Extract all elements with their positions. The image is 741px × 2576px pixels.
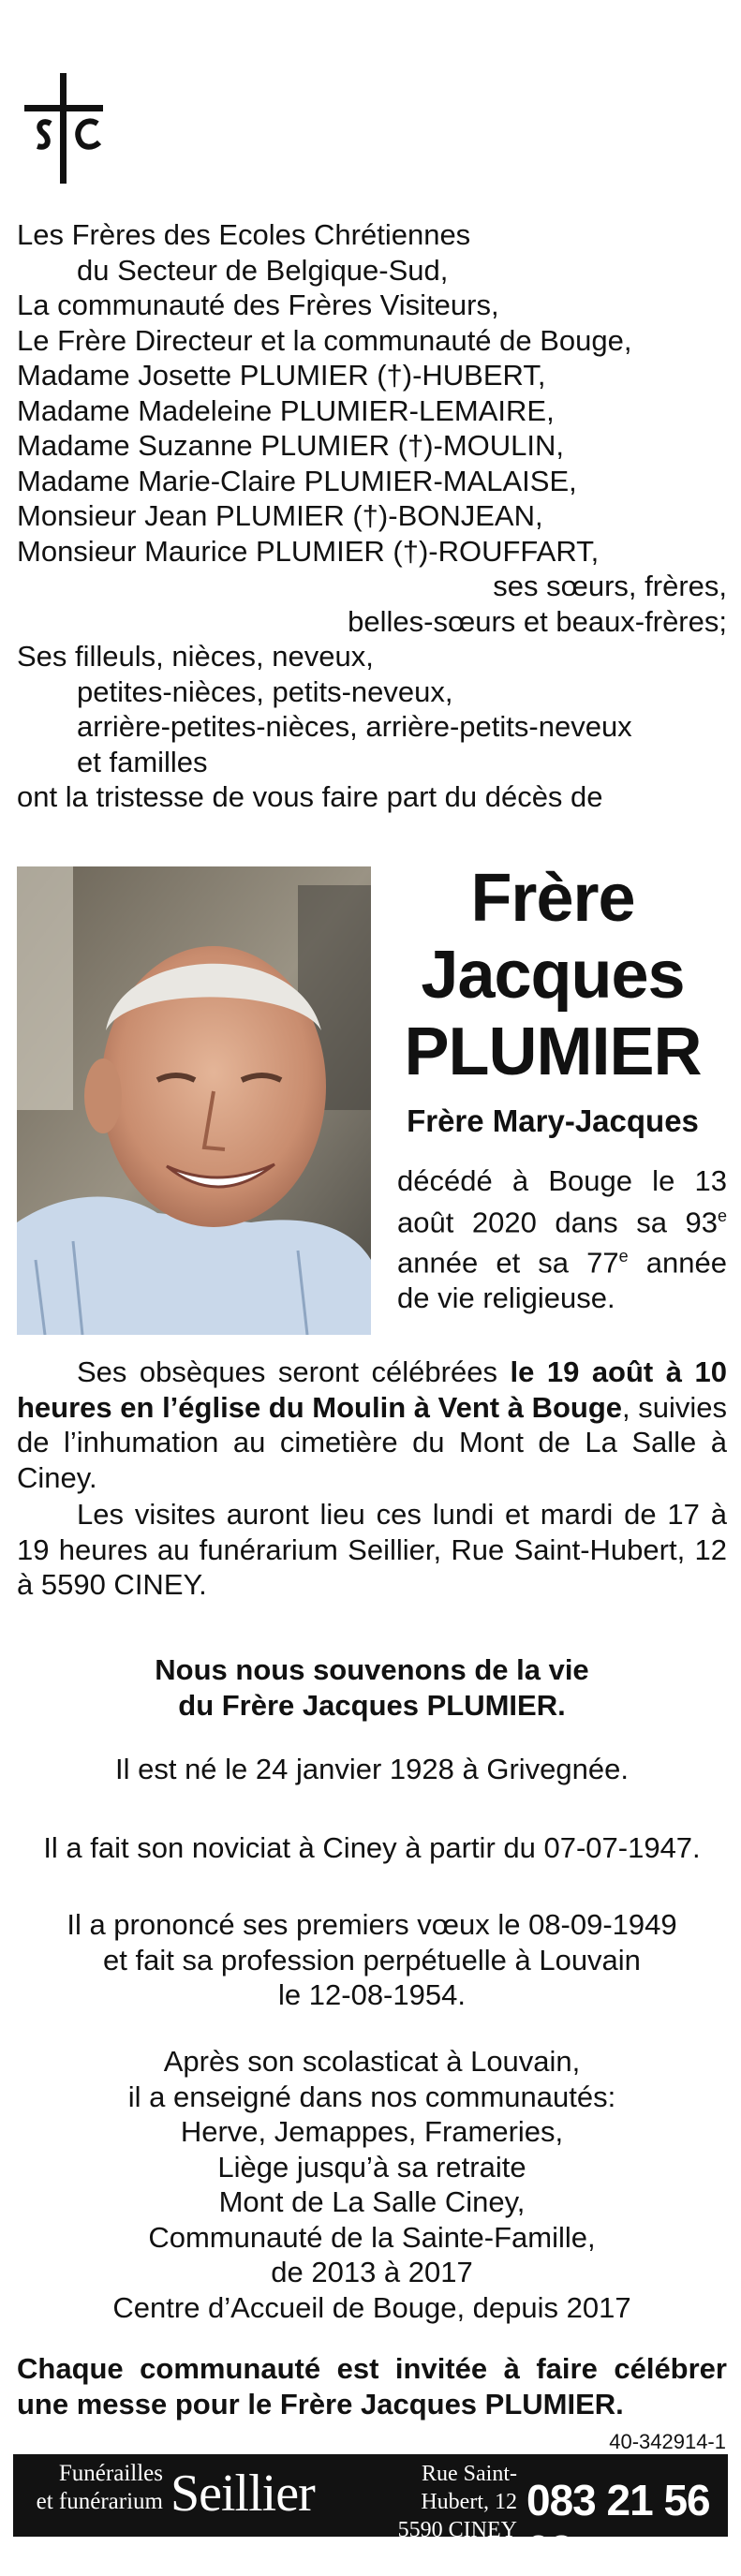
ordinal-suffix: e bbox=[717, 1206, 727, 1225]
intro-line: petites-nièces, petits-neveux, bbox=[77, 674, 453, 708]
career-line: Communauté de la Sainte-Famille, bbox=[148, 2220, 596, 2254]
address-line: Rue Saint-Hubert, 12 bbox=[421, 2462, 517, 2514]
name-line-2: Jacques bbox=[421, 938, 685, 1013]
funeral-home-address bbox=[358, 2460, 517, 2544]
intro-line: Les Frères des Ecoles Chrétiennes bbox=[17, 218, 471, 251]
name-line-1: Frère bbox=[470, 861, 635, 936]
intro-line: ses sœurs, frères, bbox=[493, 570, 727, 602]
intro-line: Madame Madeleine PLUMIER-LEMAIRE, bbox=[17, 393, 555, 427]
funeral-paragraph bbox=[17, 1355, 727, 1495]
career-line: de 2013 à 2017 bbox=[271, 2256, 473, 2288]
visits-paragraph: Les visites auront lieu ces lundi et mardi de 17 à 19 heures au funérarium Seillier, Rue Saint-Hubert, 12 à 5590 CINEY. bbox=[17, 1498, 727, 1601]
cross-logo-icon bbox=[17, 66, 111, 187]
intro-line: Madame Josette PLUMIER (†)-HUBERT, bbox=[17, 359, 546, 392]
ordinal-suffix: e bbox=[618, 1247, 629, 1266]
funeral-home-brand: Seillier bbox=[170, 2465, 315, 2523]
career-block bbox=[17, 2044, 727, 2325]
intro-line: La communauté des Frères Visiteurs, bbox=[17, 289, 499, 321]
born-line: Il est né le 24 janvier 1928 à Grivegnée. bbox=[114, 1753, 629, 1785]
novitiate-line: Il a fait son noviciat à Ciney à partir du 07-07-1947. bbox=[43, 1831, 701, 1864]
vows-line: le 12-08-1954. bbox=[278, 1978, 466, 2011]
career-line: Liège jusqu’à sa retraite bbox=[217, 2150, 526, 2184]
address-line: 5590 CINEY bbox=[397, 2518, 517, 2542]
memory-heading-line: du Frère Jacques PLUMIER. bbox=[178, 1688, 566, 1722]
funeral-highlight: le 19 août à 10 heures en l’église du Moulin à Vent à Bouge bbox=[17, 1355, 727, 1424]
intro-line: Monsieur Maurice PLUMIER (†)-ROUFFART, bbox=[17, 534, 600, 568]
religious-name: Frère Mary-Jacques bbox=[407, 1103, 699, 1138]
death-text: décédé à Bouge le 13 août 2020 dans sa 93 bbox=[397, 1164, 727, 1238]
intro-line: arrière-petites-nièces, arrière-petits-neveux bbox=[77, 710, 632, 743]
label-line: Funérailles bbox=[58, 2461, 163, 2486]
career-line: il a enseigné dans nos communautés: bbox=[127, 2080, 616, 2113]
intro-line: du Secteur de Belgique-Sud, bbox=[77, 253, 449, 287]
deceased-name bbox=[384, 860, 721, 1090]
intro-line: belles-sœurs et beaux-frères; bbox=[348, 604, 727, 638]
intro-line: Madame Marie-Claire PLUMIER-MALAISE, bbox=[17, 464, 577, 497]
intro-line: Monsieur Jean PLUMIER (†)-BONJEAN, bbox=[17, 499, 543, 532]
memory-heading-line: Nous nous souvenons de la vie bbox=[155, 1653, 589, 1686]
funeral-home-banner bbox=[13, 2454, 728, 2575]
intro-line: ont la tristesse de vous faire part du décès de bbox=[17, 780, 603, 813]
intro-line: Madame Suzanne PLUMIER (†)-MOULIN, bbox=[17, 429, 565, 462]
closing-paragraph: Chaque communauté est invitée à faire célébrer une messe pour le Frère Jacques PLUMIER. bbox=[17, 2352, 727, 2421]
reference-number: 40-342914-1 bbox=[609, 2430, 726, 2453]
intro-line: Ses filleuls, nièces, neveux, bbox=[17, 640, 374, 673]
death-notice bbox=[397, 1163, 727, 1316]
intro-line: et familles bbox=[77, 745, 208, 778]
funeral-home-phone: 083 21 56 02 bbox=[526, 2476, 710, 2575]
career-line: Mont de La Salle Ciney, bbox=[218, 2185, 526, 2218]
death-text: année de vie religieuse. bbox=[397, 1246, 727, 1315]
career-line: Après son scolasticat à Louvain, bbox=[163, 2045, 581, 2078]
vows-line: et fait sa profession perpétuelle à Louvain bbox=[103, 1943, 641, 1976]
career-line: Centre d’Accueil de Bouge, depuis 2017 bbox=[112, 2290, 631, 2324]
funeral-text: , suivies de l’inhumation au cimetière du Mont de La Salle à Ciney. bbox=[17, 1390, 728, 1494]
funeral-text: Ses obsèques seront célébrées bbox=[77, 1355, 511, 1388]
funeral-home-label bbox=[28, 2460, 163, 2516]
intro-line: Le Frère Directeur et la communauté de Bouge, bbox=[17, 323, 632, 357]
career-line: Herve, Jemappes, Frameries, bbox=[180, 2115, 564, 2148]
memory-heading bbox=[17, 1652, 727, 1723]
vows-block bbox=[17, 1907, 727, 2013]
death-text: année et sa 77 bbox=[397, 1246, 619, 1280]
announcers-list bbox=[17, 217, 727, 815]
portrait-photo bbox=[17, 866, 371, 1335]
label-line: et funérarium bbox=[36, 2489, 163, 2514]
name-line-3: PLUMIER bbox=[404, 1014, 702, 1089]
vows-line: Il a prononcé ses premiers vœux le 08-09-1949 bbox=[67, 1908, 677, 1941]
